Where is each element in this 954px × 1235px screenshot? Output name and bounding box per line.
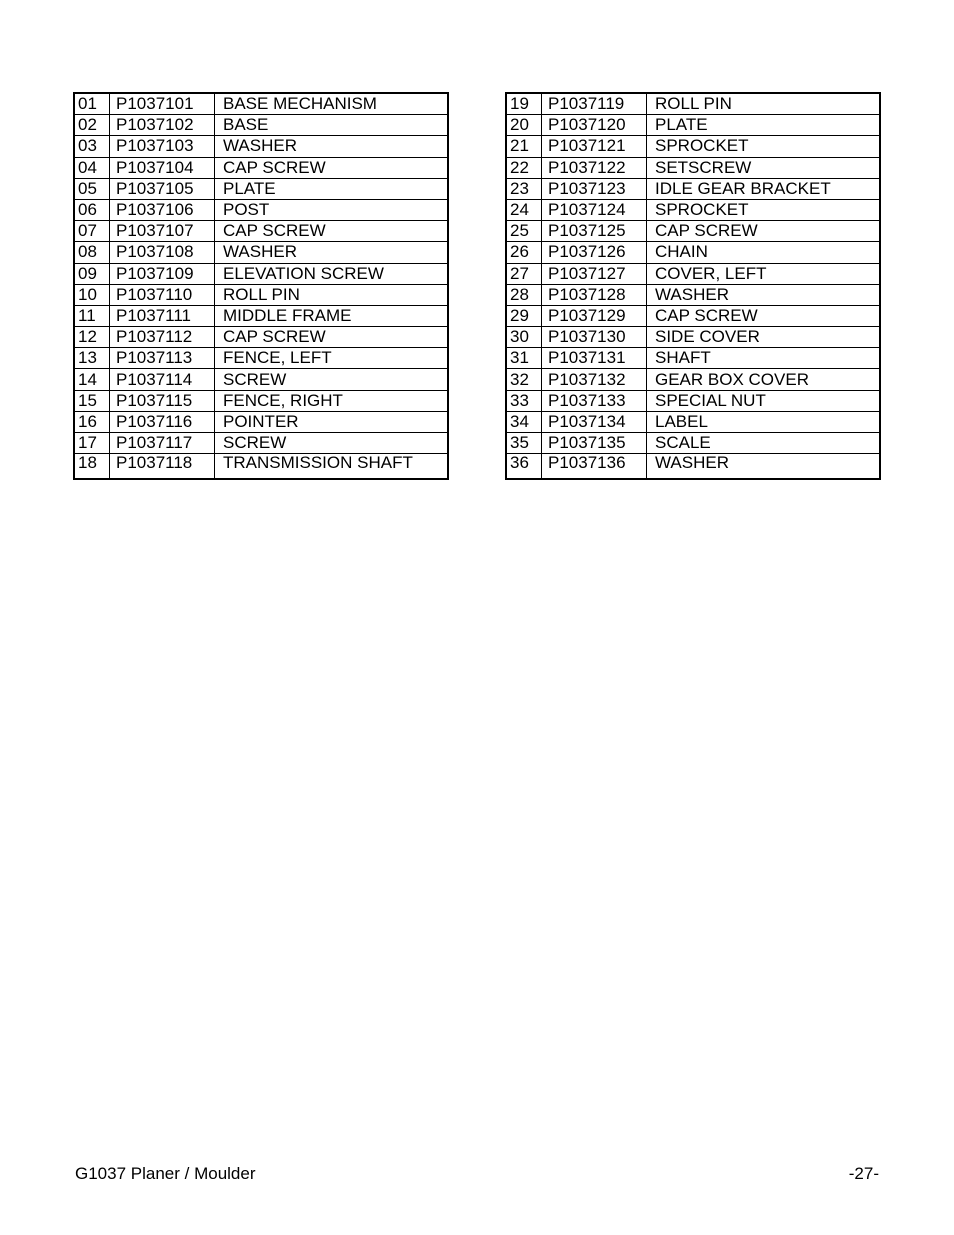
part-number-cell: P1037130 [542,327,647,348]
parts-table-right [505,92,881,480]
part-number-cell: P1037136 [542,454,647,480]
description-cell: SPROCKET [647,199,881,220]
table-row [506,263,880,284]
ref-number-cell: 28 [506,284,542,305]
part-number-cell: P1037129 [542,305,647,326]
description-cell: POST [215,199,449,220]
part-number-cell: P1037111 [110,305,215,326]
description-cell: POINTER [215,411,449,432]
part-number-cell: P1037135 [542,433,647,454]
ref-number-cell: 04 [74,157,110,178]
part-number-cell: P1037106 [110,199,215,220]
description-cell: SCREW [215,369,449,390]
ref-number-cell: 09 [74,263,110,284]
part-number-cell: P1037112 [110,327,215,348]
table-row [74,369,448,390]
table-row [506,199,880,220]
table-row [74,348,448,369]
part-number-cell: P1037107 [110,221,215,242]
part-number-cell: P1037118 [110,454,215,480]
description-cell: ELEVATION SCREW [215,263,449,284]
table-row [74,242,448,263]
part-number-cell: P1037122 [542,157,647,178]
part-number-cell: P1037103 [110,136,215,157]
table-row [506,327,880,348]
table-row [506,178,880,199]
table-row [506,454,880,480]
part-number-cell: P1037114 [110,369,215,390]
ref-number-cell: 14 [74,369,110,390]
ref-number-cell: 17 [74,433,110,454]
description-cell: IDLE GEAR BRACKET [647,178,881,199]
ref-number-cell: 08 [74,242,110,263]
description-cell: MIDDLE FRAME [215,305,449,326]
part-number-cell: P1037101 [110,93,215,115]
table-row [74,178,448,199]
description-cell: PLATE [215,178,449,199]
page-number: -27- [848,1164,879,1183]
description-cell: SHAFT [647,348,881,369]
ref-number-cell: 34 [506,411,542,432]
table-row [74,263,448,284]
description-cell: PLATE [647,115,881,136]
table-row [506,348,880,369]
ref-number-cell: 35 [506,433,542,454]
part-number-cell: P1037124 [542,199,647,220]
table-row [74,390,448,411]
table-row [74,327,448,348]
part-number-cell: P1037119 [542,93,647,115]
table-row [506,221,880,242]
description-cell: CAP SCREW [215,327,449,348]
ref-number-cell: 02 [74,115,110,136]
description-cell: COVER, LEFT [647,263,881,284]
ref-number-cell: 15 [74,390,110,411]
part-number-cell: P1037109 [110,263,215,284]
description-cell: SPROCKET [647,136,881,157]
ref-number-cell: 27 [506,263,542,284]
ref-number-cell: 25 [506,221,542,242]
part-number-cell: P1037105 [110,178,215,199]
ref-number-cell: 18 [74,454,110,480]
ref-number-cell: 33 [506,390,542,411]
table-row [74,221,448,242]
description-cell: WASHER [215,136,449,157]
description-cell: CHAIN [647,242,881,263]
part-number-cell: P1037104 [110,157,215,178]
description-cell: BASE MECHANISM [215,93,449,115]
description-cell: ROLL PIN [647,93,881,115]
description-cell: GEAR BOX COVER [647,369,881,390]
description-cell: BASE [215,115,449,136]
ref-number-cell: 03 [74,136,110,157]
part-number-cell: P1037117 [110,433,215,454]
description-cell: WASHER [215,242,449,263]
part-number-cell: P1037110 [110,284,215,305]
ref-number-cell: 23 [506,178,542,199]
table-row [74,454,448,480]
table-row [506,115,880,136]
description-cell: CAP SCREW [647,221,881,242]
ref-number-cell: 19 [506,93,542,115]
part-number-cell: P1037120 [542,115,647,136]
ref-number-cell: 05 [74,178,110,199]
ref-number-cell: 20 [506,115,542,136]
ref-number-cell: 24 [506,199,542,220]
ref-number-cell: 22 [506,157,542,178]
description-cell: WASHER [647,284,881,305]
table-row [74,157,448,178]
table-row [74,411,448,432]
ref-number-cell: 36 [506,454,542,480]
part-number-cell: P1037108 [110,242,215,263]
ref-number-cell: 12 [74,327,110,348]
description-cell: LABEL [647,411,881,432]
part-number-cell: P1037102 [110,115,215,136]
table-row [506,369,880,390]
table-row [506,284,880,305]
table-row [506,242,880,263]
table-row [506,390,880,411]
footer-title: G1037 Planer / Moulder [75,1164,256,1183]
ref-number-cell: 26 [506,242,542,263]
parts-table-left-body [74,93,448,479]
table-row [506,93,880,115]
ref-number-cell: 29 [506,305,542,326]
description-cell: SCREW [215,433,449,454]
table-row [74,93,448,115]
table-row [74,115,448,136]
part-number-cell: P1037128 [542,284,647,305]
description-cell: FENCE, LEFT [215,348,449,369]
part-number-cell: P1037126 [542,242,647,263]
ref-number-cell: 10 [74,284,110,305]
description-cell: FENCE, RIGHT [215,390,449,411]
table-row [74,284,448,305]
description-cell: ROLL PIN [215,284,449,305]
part-number-cell: P1037132 [542,369,647,390]
table-row [506,305,880,326]
table-row [506,136,880,157]
parts-table-right-body [506,93,880,479]
description-cell: SIDE COVER [647,327,881,348]
parts-table-left [73,92,449,480]
ref-number-cell: 30 [506,327,542,348]
part-number-cell: P1037125 [542,221,647,242]
ref-number-cell: 06 [74,199,110,220]
part-number-cell: P1037134 [542,411,647,432]
description-cell: SPECIAL NUT [647,390,881,411]
table-row [74,433,448,454]
ref-number-cell: 21 [506,136,542,157]
part-number-cell: P1037113 [110,348,215,369]
description-cell: WASHER [655,453,729,473]
part-number-cell: P1037133 [542,390,647,411]
description-cell: SETSCREW [647,157,881,178]
table-row [506,157,880,178]
ref-number-cell: 16 [74,411,110,432]
table-row [74,305,448,326]
part-number-cell: P1037131 [542,348,647,369]
description-cell: TRANSMISSION SHAFT [223,453,413,473]
description-cell: CAP SCREW [215,157,449,178]
part-number-cell: P1037127 [542,263,647,284]
description-cell: CAP SCREW [215,221,449,242]
ref-number-cell: 13 [74,348,110,369]
ref-number-cell: 31 [506,348,542,369]
ref-number-cell: 07 [74,221,110,242]
ref-number-cell: 01 [74,93,110,115]
table-row [506,411,880,432]
table-row [506,433,880,454]
description-cell: SCALE [647,433,881,454]
part-number-cell: P1037123 [542,178,647,199]
table-row [74,199,448,220]
part-number-cell: P1037121 [542,136,647,157]
ref-number-cell: 32 [506,369,542,390]
part-number-cell: P1037116 [110,411,215,432]
description-cell: CAP SCREW [647,305,881,326]
part-number-cell: P1037115 [110,390,215,411]
table-row [74,136,448,157]
ref-number-cell: 11 [74,305,110,326]
